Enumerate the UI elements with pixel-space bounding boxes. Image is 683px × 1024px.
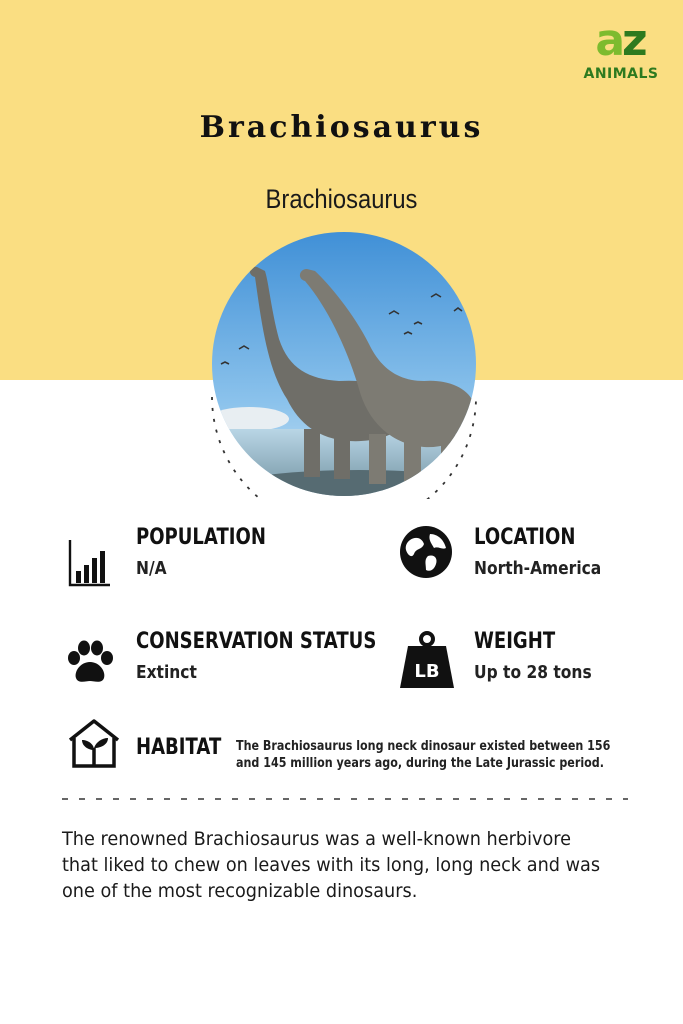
- population-stat: [136, 525, 294, 579]
- weight-label: WEIGHT: [474, 629, 556, 654]
- population-label: POPULATION: [136, 525, 266, 550]
- description-line-2: that liked to chew on leaves with its long, long neck and was: [62, 854, 601, 876]
- logo-mark: az: [595, 15, 645, 66]
- dashed-divider: [62, 797, 628, 801]
- house-plant-icon: [66, 718, 122, 770]
- page-title: Brachiosaurus: [199, 110, 484, 145]
- description-line-3: one of the most recognizable dinosaurs.: [62, 880, 418, 902]
- globe-icon: [398, 524, 454, 580]
- habitat-line-2: and 145 million years ago, during the Late Jurassic period.: [236, 756, 604, 771]
- habitat-description: [236, 738, 638, 772]
- weight-lb-icon: [398, 630, 456, 690]
- population-value: N/A: [136, 558, 167, 579]
- brachiosaurus-photo: [209, 229, 479, 499]
- location-value: North-America: [474, 558, 602, 579]
- weight-stat: [474, 629, 611, 683]
- description: [62, 826, 601, 904]
- habitat-label: HABITAT: [136, 735, 222, 760]
- habitat-line-1: The Brachiosaurus long neck dinosaur existed between 156: [236, 739, 611, 754]
- conservation-value: Extinct: [136, 662, 197, 683]
- logo-text: ANIMALS: [583, 66, 659, 82]
- conservation-label: CONSERVATION STATUS: [136, 629, 377, 654]
- bar-chart-icon: [68, 538, 112, 588]
- svg-text:LB: LB: [414, 661, 440, 682]
- location-stat: [474, 525, 622, 579]
- az-animals-logo[interactable]: [578, 15, 664, 86]
- description-line-1: The renowned Brachiosaurus was a well-known herbivore: [62, 828, 572, 850]
- paw-icon: [66, 640, 114, 684]
- page-subtitle: Brachiosaurus: [265, 184, 418, 214]
- location-label: LOCATION: [474, 525, 576, 550]
- weight-value: Up to 28 tons: [474, 662, 592, 683]
- conservation-stat: [136, 629, 429, 683]
